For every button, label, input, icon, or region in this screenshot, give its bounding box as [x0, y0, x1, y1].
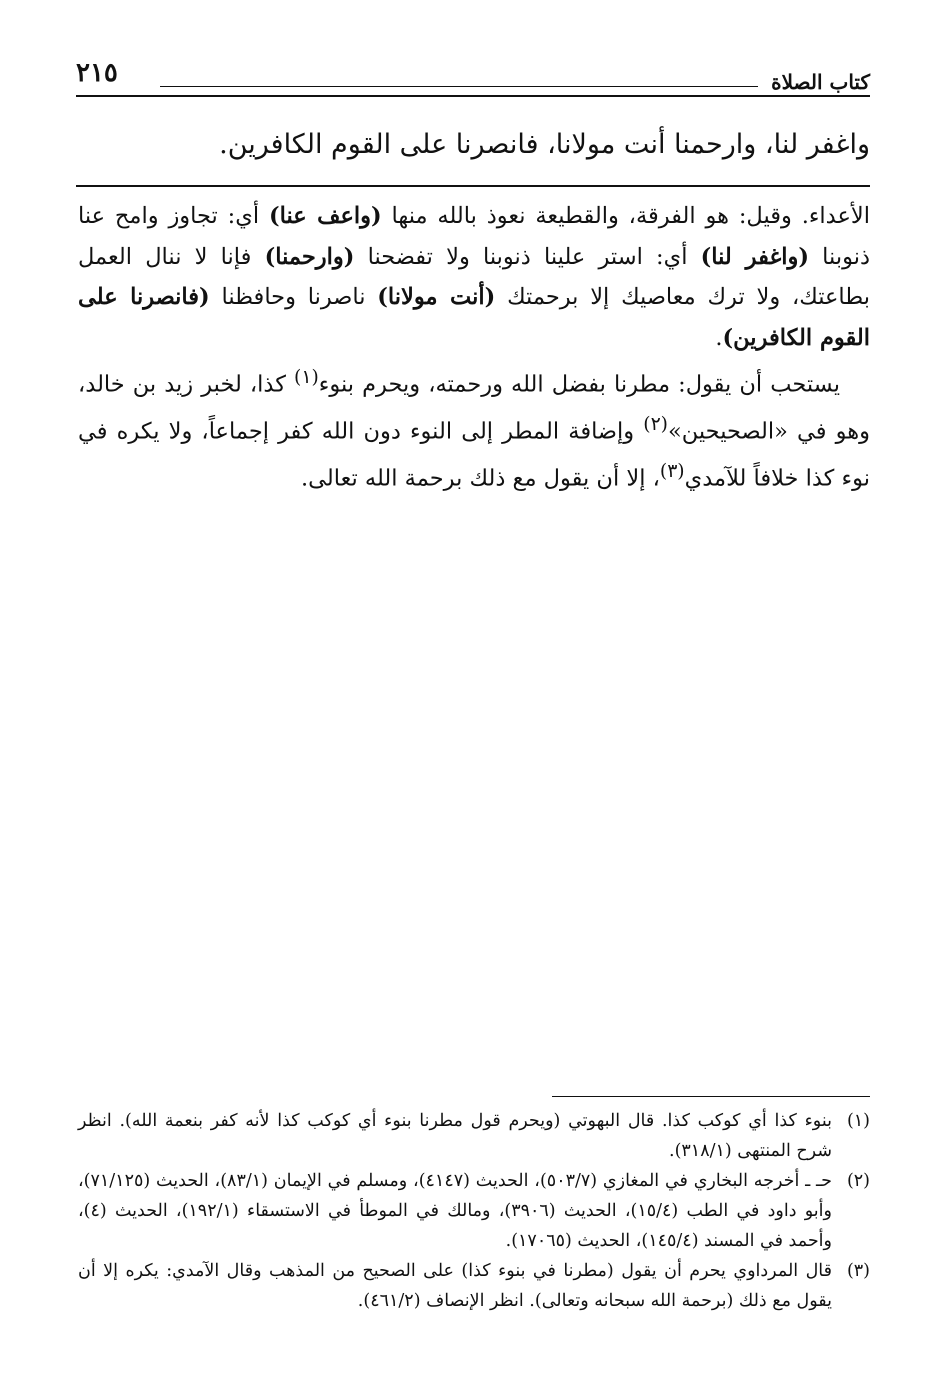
verse-rule [76, 185, 870, 187]
footnote [78, 1256, 870, 1316]
footnote-text: بنوء كذا أي كوكب كذا. قال البهوتي (ويحرم قول مطرنا بنوء أي كوكب كذا لأنه كفر بنعمة الله). انظر شرح المنتهى (٣١٨/١). [78, 1111, 832, 1161]
footnote-number: (٣) [846, 1261, 870, 1281]
footnote-ref[interactable]: (٣) [659, 461, 685, 482]
bold-quote: (فانصرنا على القوم الكافرين) [78, 284, 870, 351]
footnote-text: قال المرداوي يحرم أن يقول (مطرنا في بنوء كذا) على الصحيح من المذهب وقال الآمدي: يكره إلا أن يقول مع ذلك (برحمة الله سبحانه وتعالى). انظر الإنصاف (٤٦١/٢). [78, 1261, 832, 1311]
bold-quote: (واغفر لنا) [700, 243, 809, 270]
footnote [78, 1166, 870, 1256]
footnote-ref[interactable]: (١) [294, 367, 319, 388]
matn-verse: واغفر لنا، وارحمنا أنت مولانا، فانصرنا على القوم الكافرين. [219, 129, 870, 160]
footnote-number: (١) [846, 1111, 870, 1131]
commentary-text [78, 196, 870, 499]
running-header [72, 52, 870, 96]
footnote [78, 1106, 870, 1166]
footnote-number: (٢) [846, 1171, 870, 1191]
commentary-paragraph: الأعداء. وقيل: هو الفرقة، والقطيعة نعوذ بالله منها (واعف عنا) أي: تجاوز وامح عنا ذنوبنا (واغفر لنا) أي: استر علينا ذنوبنا ولا تفضحنا (وارحمنا) فإنا لا ننال العمل بطاعتك، ولا ترك معاصيك إلا برحمتك (أنت مولانا) ناصرنا وحافظنا (فانصرنا على القوم الكافرين). [78, 203, 870, 351]
header-rule [76, 95, 870, 97]
footnotes [78, 1106, 870, 1316]
footnote-separator [552, 1096, 870, 1097]
bold-quote: (وارحمنا) [264, 243, 355, 270]
footnote-text: حـ ـ أخرجه البخاري في المغازي (٥٠٣/٧)، الحديث (٤١٤٧)، ومسلم في الإيمان (٨٣/١)، الحديث (٧١/١٢٥)، وأبو داود في الطب (١٥/٤)، الحديث (٣٩٠٦)، ومالك في الموطأ في الاستسقاء (١٩٢/١)، الحديث (٤)، وأحمد في المسند (١٤٥/٤)، الحديث (١٧٠٦٥). [78, 1171, 832, 1251]
footnote-ref[interactable]: (٢) [643, 414, 668, 435]
commentary-paragraph: يستحب أن يقول: مطرنا بفضل الله ورحمته، ويحرم بنوء$^{(١)}$ كذا، لخبر زيد بن خالد، وهو في «الصحيحين»$^{(٢)}$ وإضافة المطر إلى النوء دون الله كفر إجماعاً، ولا يكره في نوء كذا خلافاً للآمدي$^{(٣)}$، إلا أن يقول مع ذلك برحمة الله تعالى. [78, 367, 870, 492]
header-dash-line [160, 86, 758, 87]
page-number: ٢١٥ [76, 58, 118, 88]
bold-quote: (أنت مولانا) [377, 284, 496, 310]
bold-quote: (واعف عنا) [268, 203, 382, 229]
chapter-title: كتاب الصلاة [771, 70, 870, 94]
